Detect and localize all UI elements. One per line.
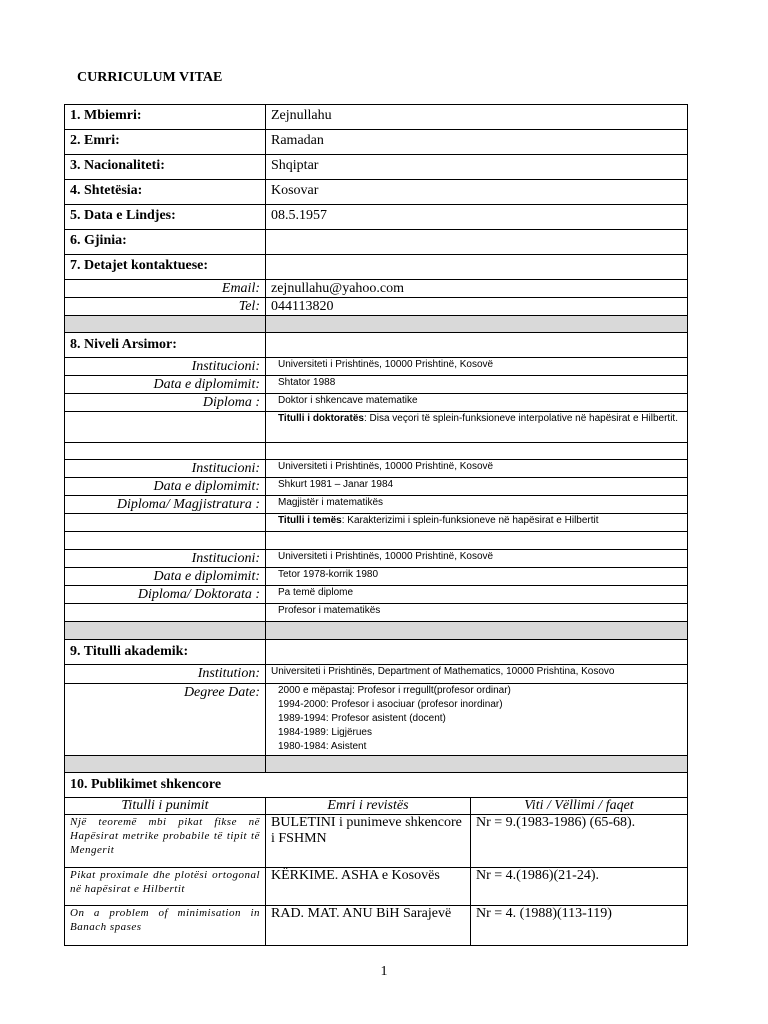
spacer-row (65, 532, 688, 550)
publication-details: Nr = 4.(1986)(21-24). (471, 868, 688, 906)
edu1-inst-value: Universiteti i Prishtinës, 10000 Prishtinë, Kosovë (266, 358, 688, 376)
edu3-inst-value: Universiteti i Prishtinës, 10000 Prishtinë, Kosovë (266, 550, 688, 568)
row-gender (65, 230, 688, 255)
citizenship-value: Kosovar (266, 180, 688, 205)
row-tel (65, 298, 688, 316)
row-education-heading (65, 333, 688, 358)
birthdate-label: 5. Data e Lindjes: (65, 205, 266, 230)
academic-inst-row (65, 665, 688, 684)
birthdate-value: 08.5.1957 (266, 205, 688, 230)
row-nationality (65, 155, 688, 180)
academic-degree-label: Degree Date: (65, 684, 266, 756)
row-birthdate (65, 205, 688, 230)
degree-item: 2000 e mëpastaj: Profesor i rregullt(profesor ordinar) (278, 685, 511, 696)
edu1-diploma-row (65, 394, 688, 412)
column-header-details: Viti / Vëllimi / faqet (471, 798, 688, 815)
edu2-date-row (65, 478, 688, 496)
publication-journal: KËRKIME. ASHA e Kosovës (266, 868, 471, 906)
contact-heading-value (266, 255, 688, 280)
edu2-thesis-row (65, 514, 688, 532)
table-row (65, 815, 688, 868)
surname-value: Zejnullahu (266, 105, 688, 130)
edu2-inst-label: Institucioni: (65, 460, 266, 478)
edu2-inst-row (65, 460, 688, 478)
gender-value (266, 230, 688, 255)
edu2-diploma-value: Magjistër i matematikës (266, 496, 688, 514)
edu1-diploma-value: Doktor i shkencave matematike (266, 394, 688, 412)
publications-heading: 10. Publikimet shkencore (65, 773, 688, 798)
table-row (65, 868, 688, 906)
row-academic-heading (65, 640, 688, 665)
column-header-title: Titulli i punimit (65, 798, 266, 815)
nationality-label: 3. Nacionaliteti: (65, 155, 266, 180)
separator-row (65, 622, 688, 640)
publications-header-row (65, 798, 688, 815)
publication-details: Nr = 9.(1983-1986) (65-68). (471, 815, 688, 868)
edu3-date-label: Data e diplomimit: (65, 568, 266, 586)
education-heading: 8. Niveli Arsimor: (65, 333, 266, 358)
edu1-thesis-row (65, 412, 688, 443)
edu1-date-value: Shtator 1988 (266, 376, 688, 394)
edu3-date-row (65, 568, 688, 586)
publication-journal: RAD. MAT. ANU BiH Sarajevë (266, 906, 471, 946)
academic-degree-list (266, 684, 688, 756)
cv-table (64, 104, 688, 946)
publication-journal: BULETINI i punimeve shkencore i FSHMN (266, 815, 471, 868)
nationality-value: Shqiptar (266, 155, 688, 180)
row-citizenship (65, 180, 688, 205)
citizenship-label: 4. Shtetësia: (65, 180, 266, 205)
edu3-diploma-value: Pa temë diplome (266, 586, 688, 604)
edu1-inst-row (65, 358, 688, 376)
row-email (65, 280, 688, 298)
edu1-thesis: Titulli i doktoratës: Disa veçori të splein-funksioneve interpolative në hapësirat e Hilbertit. (266, 412, 688, 443)
academic-inst-value: Universiteti i Prishtinës, Department of Mathematics, 10000 Prishtina, Kosovo (266, 665, 688, 684)
separator-row (65, 316, 688, 333)
email-label: Email: (65, 280, 266, 298)
separator-row (65, 756, 688, 773)
publication-title: Një teoremë mbi pikat fikse në Hapësirat metrike probabile të tipit të Mengerit (65, 815, 266, 868)
edu3-inst-row (65, 550, 688, 568)
row-surname (65, 105, 688, 130)
email-value: zejnullahu@yahoo.com (266, 280, 688, 298)
edu1-inst-label: Institucioni: (65, 358, 266, 376)
page-number: 1 (380, 964, 388, 979)
column-header-journal: Emri i revistës (266, 798, 471, 815)
row-publications-heading (65, 773, 688, 798)
edu1-date-row (65, 376, 688, 394)
edu1-date-label: Data e diplomimit: (65, 376, 266, 394)
surname-label: 1. Mbiemri: (65, 105, 266, 130)
edu2-date-value: Shkurt 1981 – Janar 1984 (266, 478, 688, 496)
edu3-diploma-label: Diploma/ Doktorata : (65, 586, 266, 604)
edu3-date-value: Tetor 1978-korrik 1980 (266, 568, 688, 586)
edu1-diploma-label: Diploma : (65, 394, 266, 412)
edu3-extra-row (65, 604, 688, 622)
academic-inst-label: Institution: (65, 665, 266, 684)
edu2-diploma-label: Diploma/ Magjistratura : (65, 496, 266, 514)
edu3-inst-label: Institucioni: (65, 550, 266, 568)
edu2-inst-value: Universiteti i Prishtinës, 10000 Prishtinë, Kosovë (266, 460, 688, 478)
publication-title: On a problem of minimisation in Banach spases (65, 906, 266, 946)
edu2-thesis: Titulli i temës: Karakterizimi i splein-funksioneve në hapësirat e Hilbertit (266, 514, 688, 532)
name-label: 2. Emri: (65, 130, 266, 155)
publication-details: Nr = 4. (1988)(113-119) (471, 906, 688, 946)
edu3-extra-value: Profesor i matematikës (266, 604, 688, 622)
row-contact-heading (65, 255, 688, 280)
gender-label: 6. Gjinia: (65, 230, 266, 255)
row-name (65, 130, 688, 155)
edu2-diploma-row (65, 496, 688, 514)
degree-item: 1989-1994: Profesor asistent (docent) (278, 713, 446, 724)
contact-heading: 7. Detajet kontaktuese: (65, 255, 266, 280)
academic-degree-row (65, 684, 688, 756)
degree-item: 1984-1989: Ligjërues (278, 727, 372, 738)
degree-item: 1994-2000: Profesor i asociuar (profesor inordinar) (278, 699, 503, 710)
academic-heading: 9. Titulli akademik: (65, 640, 266, 665)
tel-label: Tel: (65, 298, 266, 316)
edu3-diploma-row (65, 586, 688, 604)
spacer-row (65, 443, 688, 460)
degree-item: 1980-1984: Asistent (278, 741, 367, 752)
edu2-date-label: Data e diplomimit: (65, 478, 266, 496)
table-row (65, 906, 688, 946)
publication-title: Pikat proximale dhe plotësi ortogonal në hapësirat e Hilbertit (65, 868, 266, 906)
name-value: Ramadan (266, 130, 688, 155)
document-title: CURRICULUM VITAE (77, 70, 223, 85)
tel-value: 044113820 (266, 298, 688, 316)
